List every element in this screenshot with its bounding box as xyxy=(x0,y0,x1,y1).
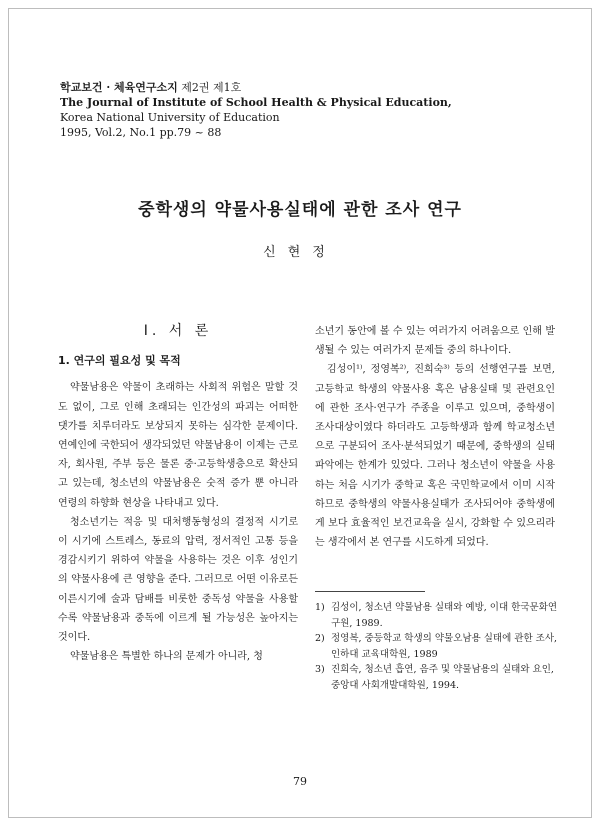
journal-header xyxy=(60,80,452,140)
footnotes xyxy=(315,600,560,693)
footnote-text: 정영복, 중등학교 학생의 약물오남용 실태에 관한 조사, 인하대 교육대학원, 1989 xyxy=(331,633,558,660)
journal-name-english: The Journal of Institute of School Health & Physical Education, xyxy=(60,96,452,109)
footnote xyxy=(315,631,560,662)
footnote-number: 3) xyxy=(315,664,325,675)
author-name: 신현정 xyxy=(263,245,337,260)
page-number: 79 xyxy=(293,775,307,788)
journal-line-korean xyxy=(60,80,452,95)
volume-korean: 제2권 제1호 xyxy=(181,81,242,94)
footnote-number: 1) xyxy=(315,602,325,613)
footnote xyxy=(315,662,560,693)
footnote xyxy=(315,600,560,631)
footnote-divider xyxy=(315,591,425,592)
paragraph: 약물남용은 특별한 하나의 문제가 아니라, 청 xyxy=(70,651,263,663)
section-title: Ⅰ. 서 론 xyxy=(143,323,213,339)
paragraph: 소년기 동안에 볼 수 있는 여러가지 어려움으로 인해 발생될 수 있는 여러가지 문제들 중의 하나이다. xyxy=(315,326,555,357)
paper-title: 중학생의 약물사용실태에 관한 조사 연구 xyxy=(138,200,462,220)
footnote-text: 김성이, 청소년 약물남용 실태와 예방, 이대 한국문화연구원, 1989. xyxy=(331,602,558,629)
footnote-number: 2) xyxy=(315,633,325,644)
right-column xyxy=(315,322,555,552)
paragraph: 약물남용은 약물이 초래하는 사회적 위험은 말할 것도 없이, 그로 인해 초래되는 인간성의 파괴는 어떠한 댓가를 치루더라도 보상되지 못하는 심각한 문제이다. 연예인에 국한되어 생각되었던 약물남용이 이제는 근로자, 회사원, 주부 등은 물론 중·고등학생층으로 확산되고 있는데, 청소년의 약물남용은 숫적 증가 뿐 아니라 연령의 하향화 현상을 나타내고 있다. xyxy=(58,382,298,509)
subsection-title: 1. 연구의 필요성 및 목적 xyxy=(58,354,181,368)
university-name: Korea National University of Education xyxy=(60,111,280,124)
paragraph: 청소년기는 적응 및 대처행동형성의 결정적 시기로 이 시기에 스트레스, 동료의 압력, 정서적인 고통 등을 경감시키기 위하여 약물을 사용하는 것은 이후 성인기의 약물사용에 큰 영향을 준다. 그러므로 어떤 이유로든 이른시기에 술과 담배를 비롯한 중독성 약물을 사용할수록 약물남용과 중독에 이르게 될 가능성은 높아지는 것이다. xyxy=(58,516,298,644)
paragraph: 김성이¹⁾, 정영복²⁾, 진희숙³⁾ 등의 선행연구를 보면, 고등학교 학생의 약물사용 혹은 남용실태 및 관련요인에 관한 조사·연구가 주종을 이루고 있으며, 중학생이 조사대상이였다 하더라도 고등학생과 함께 학교청소년으로 구분되어 조사·분석되었기 때문에, 중학생의 실태 파악에는 한계가 있었다. 그러나 청소년이 약물을 사용하는 처음 시기가 중학교 혹은 국민학교에서 이미 시작하므로 중학생의 약물사용실태가 조사되어야 중학생에게 보다 효율적인 보건교육을 실시, 강화할 수 있으리라는 생각에서 본 연구를 시도하게 되었다. xyxy=(315,364,555,549)
left-column xyxy=(58,322,298,666)
journal-name-korean: 학교보건 · 체육연구소지 xyxy=(60,81,178,94)
footnote-text: 진희숙, 청소년 흡연, 음주 및 약물남용의 실태와 요인, 중앙대 사회개발대학원, 1994. xyxy=(331,664,554,691)
citation: 1995, Vol.2, No.1 pp.79 ~ 88 xyxy=(60,126,222,139)
